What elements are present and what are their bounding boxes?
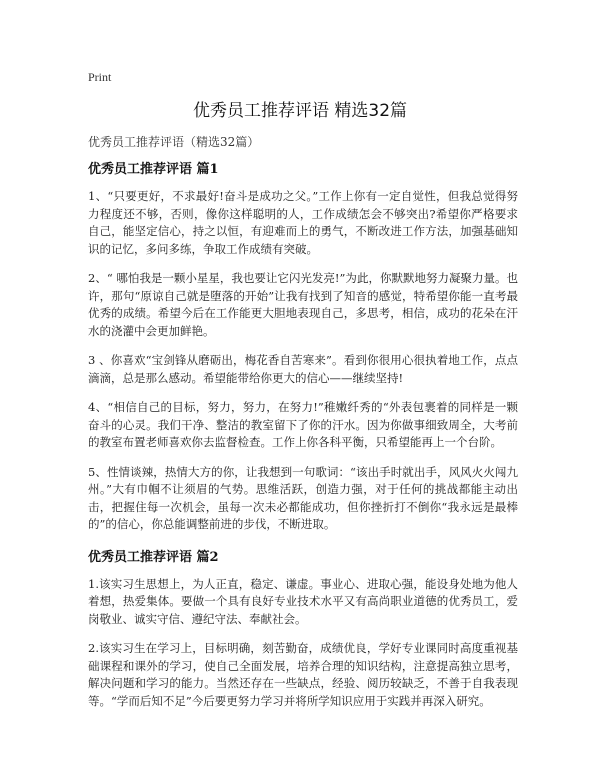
document-content xyxy=(88,158,518,722)
paragraph: 1、“只要更好，不求最好!奋斗是成功之父。”工作上你有一定自觉性，但我总觉得努力程度还不够，否则，像你这样聪明的人，工作成绩怎会不够突出?希望你严格要求自己，能坚定信心，持之以恒，有迎难而上的勇气，不断改进工作方法，加强基础知识的记忆，多问多练，争取工作成绩有突破。 xyxy=(88,189,518,256)
document-title: 优秀员工推荐评语 精选32篇 xyxy=(192,101,408,121)
paragraph: 2、“ 哪怕我是一颗小星星，我也要让它闪光发亮!”为此，你默默地努力凝聚力量。也许，那句“原谅自己就是堕落的开始”让我有找到了知音的感觉，特希望你能一直考最优秀的成绩。希望今后在工作能更大胆地表现自己，多思考，相信，成功的花朵在汗水的浇灌中会更加鲜艳。 xyxy=(88,271,518,338)
paragraph: 5、性情谈辣，热情大方的你，让我想到一句歌词：“该出手时就出手，风风火火闯九州。”大有巾帼不让须眉的气势。思维活跃，创造力强，对于任何的挑战都能主动出击，把握住每一次机会，虽每一次未必都能成功，但你挫折打不倒你“我永远是最棒的”的信心，你总能调整前进的步伐，不断进取。 xyxy=(88,464,518,531)
section-2 xyxy=(88,546,518,711)
paragraph: 4、“相信自己的目标，努力，努力，在努力!”稚嫩纤秀的“外表包裹着的同样是一颗奋斗的心灵。我们干净、整洁的教室留下了你的汗水。因为你做事细致周全，大考前的教室布置老师喜欢你去监督检查。工作上你各科平衡，只希望能再上一个台阶。 xyxy=(88,400,518,449)
print-label[interactable]: Print xyxy=(88,70,112,84)
section-heading: 优秀员工推荐评语 篇2 xyxy=(88,549,219,565)
paragraph: 1.该实习生思想上，为人正直，稳定、谦虚。事业心、进取心强，能设身处地为他人着想，热爱集体。要做一个具有良好专业技术水平又有高尚职业道德的优秀员工，爱岗敬业、诚实守信、遵纪守法、奉献社会。 xyxy=(88,576,518,626)
section-heading: 优秀员工推荐评语 篇1 xyxy=(88,162,219,177)
paragraph: 3 、你喜欢“宝剑锋从磨砺出，梅花香自苦寒来”。看到你很用心很执着地工作，点点滴滴，总是那么感动。希望能带给你更大的信心——继续坚持! xyxy=(88,353,518,385)
section-1 xyxy=(88,158,518,534)
document-subtitle: 优秀员工推荐评语（精选32篇） xyxy=(88,135,260,149)
paragraph: 2.该实习生在学习上，目标明确，刻苦勤奋，成绩优良，学好专业课同时高度重视基础课程和课外的学习，使自己全面发展，培养合理的知识结构，注意提高独立思考，解决问题和学习的能力。当然还存在一些缺点，经验、阅历较缺乏，不善于自我表现等。“学而后知不足”今后要更努力学习并将所学知识应用于实践并再深入研究。 xyxy=(88,641,518,708)
